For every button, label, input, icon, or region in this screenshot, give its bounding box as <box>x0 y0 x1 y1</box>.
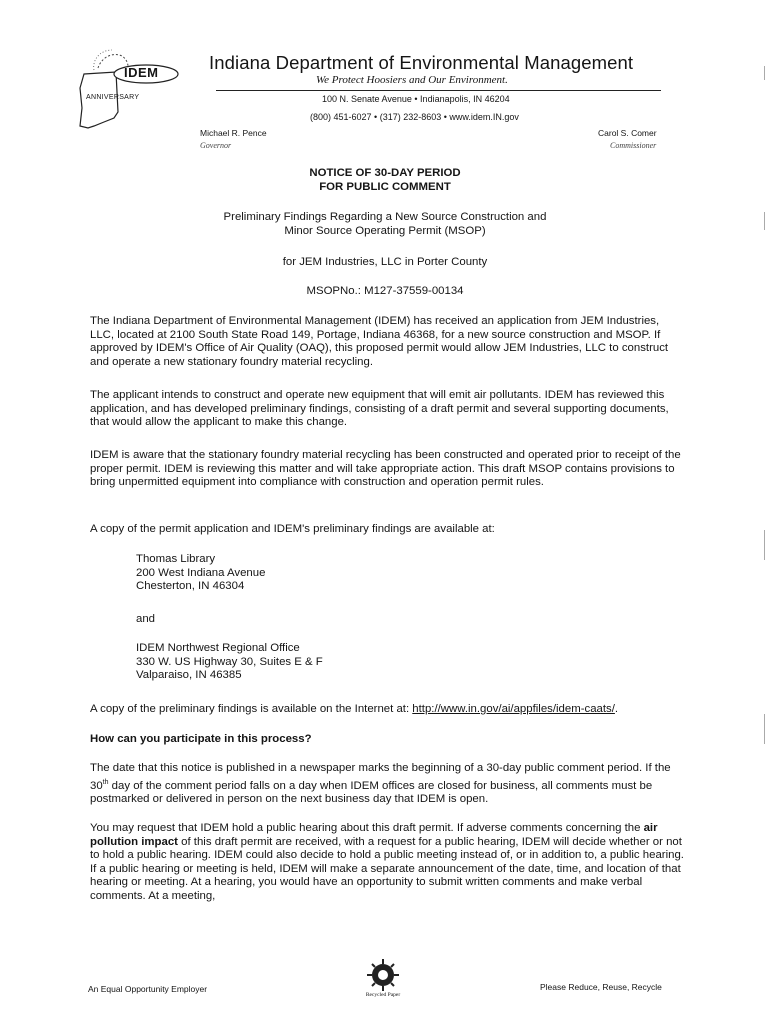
library-address <box>136 553 265 594</box>
logo-anniversary-text: ANNIVERSARY <box>86 94 140 101</box>
public-hearing-text-a: You may request that IDEM hold a public hearing about this draft permit. If adverse comments concerning the <box>90 822 644 834</box>
public-hearing-text-b: of this draft permit are received, with a request for a public hearing, IDEM will decide whether or not to hold a public hearing. IDEM could also decide to hold a public meeting instead of, or in addition to, a public hearing. If a public hearing or meeting is held, IDEM will make a separate announcement of the date, time, and location of that hearing or meeting. At a hearing, you would have an opportunity to submit written comments and make verbal comments. At a meeting, <box>90 835 684 902</box>
governor-name: Michael R. Pence <box>200 128 267 138</box>
library-city: Chesterton, IN 46304 <box>136 580 245 593</box>
agency-name: Indiana Department of Environmental Management <box>209 52 634 73</box>
footer-equal-opportunity: An Equal Opportunity Employer <box>88 984 208 994</box>
scan-mark <box>764 212 765 230</box>
notice-title-line1: NOTICE OF 30-DAY PERIOD <box>309 167 461 179</box>
paragraph-availability: A copy of the permit application and IDEM's preliminary findings are available at: <box>90 523 495 535</box>
recycle-seal-icon <box>355 957 411 993</box>
permit-number: MSOPNo.: M127-37559-00134 <box>306 285 464 297</box>
library-name: Thomas Library <box>136 553 216 565</box>
idem-caats-link[interactable]: http://www.in.gov/ai/appfiles/idem-caats/ <box>412 703 615 715</box>
commissioner-title: Commissioner <box>610 141 657 150</box>
comment-period-text-a: The date that this notice is published in a newspaper marks the beginning of a 30-day public comment period. If the 30 <box>90 762 671 792</box>
scan-mark <box>764 66 765 80</box>
notice-title-line2: FOR PUBLIC COMMENT <box>319 181 451 193</box>
logo-idem-text: IDEM <box>124 65 159 80</box>
paragraph-internet <box>90 703 686 717</box>
office-street: 330 W. US Highway 30, Suites E & F <box>136 655 323 668</box>
regional-office-address <box>136 642 323 683</box>
and-word: and <box>136 613 156 625</box>
recycle-logo <box>355 957 411 1001</box>
governor-title: Governor <box>200 141 232 150</box>
notice-for-line: for JEM Industries, LLC in Porter County <box>282 256 488 268</box>
indiana-map-icon <box>70 48 188 132</box>
paragraph-comment-period <box>90 762 686 807</box>
agency-motto: We Protect Hoosiers and Our Environment. <box>316 74 508 86</box>
office-city: Valparaiso, IN 46385 <box>136 669 242 682</box>
comment-period-text-b: day of the comment period falls on a day when IDEM offices are closed for business, all comments must be postmarked or delivered in person on the next business day that IDEM is open. <box>90 779 653 805</box>
internet-text: A copy of the preliminary findings is available on the Internet at: <box>90 703 413 715</box>
idem-logo <box>70 48 188 132</box>
notice-subtitle-line1: Preliminary Findings Regarding a New Source Construction and <box>223 211 547 223</box>
scan-mark <box>764 714 765 744</box>
footer-recycle-slogan: Please Reduce, Reuse, Recycle <box>540 982 662 992</box>
air-pollution-impact: air pollution impact <box>90 822 658 848</box>
library-street: 200 West Indiana Avenue <box>136 566 266 579</box>
office-name: IDEM Northwest Regional Office <box>136 642 300 654</box>
participation-heading: How can you participate in this process? <box>90 733 312 745</box>
paragraph-applicant-intent: The applicant intends to construct and operate new equipment that will emit air pollutants. IDEM has reviewed this application, and has developed preliminary findings, consisting of a draft permit and several supporting documents, that would allow the applicant to make this change. <box>90 389 669 429</box>
internet-end: . <box>614 703 619 715</box>
agency-address: 100 N. Senate Avenue • Indianapolis, IN 46204 <box>322 94 510 104</box>
paragraph-application: The Indiana Department of Environmental Management (IDEM) has received an application from JEM Industries, LLC, located at 2100 South State Road 149, Portage, Indiana 46368, for a new source construction and MSOP. If approved by IDEM's Office of Air Quality (OAQ), this proposed permit would allow JEM Industries, LLC to construct and operate a new stationary foundry material recycling. <box>90 315 669 368</box>
ordinal-suffix: th <box>102 778 109 786</box>
paragraph-unpermitted-equipment: IDEM is aware that the stationary foundry material recycling has been constructed and operated prior to receipt of the proper permit. IDEM is reviewing this matter and will take appropriate action. This draft MSOP contains provisions to bring unpermitted equipment into compliance with construction and operation permit rules. <box>90 449 681 489</box>
notice-title <box>0 166 770 194</box>
commissioner-name: Carol S. Comer <box>598 128 657 138</box>
notice-subtitle <box>0 210 770 238</box>
paragraph-public-hearing <box>90 822 686 904</box>
agency-contact: (800) 451-6027 • (317) 232-8603 • www.idem.IN.gov <box>310 112 519 122</box>
letterhead-rule <box>216 90 661 91</box>
recycle-caption: Recycled Paper <box>365 992 401 998</box>
notice-subtitle-line2: Minor Source Operating Permit (MSOP) <box>284 225 486 237</box>
scan-mark <box>764 530 765 560</box>
